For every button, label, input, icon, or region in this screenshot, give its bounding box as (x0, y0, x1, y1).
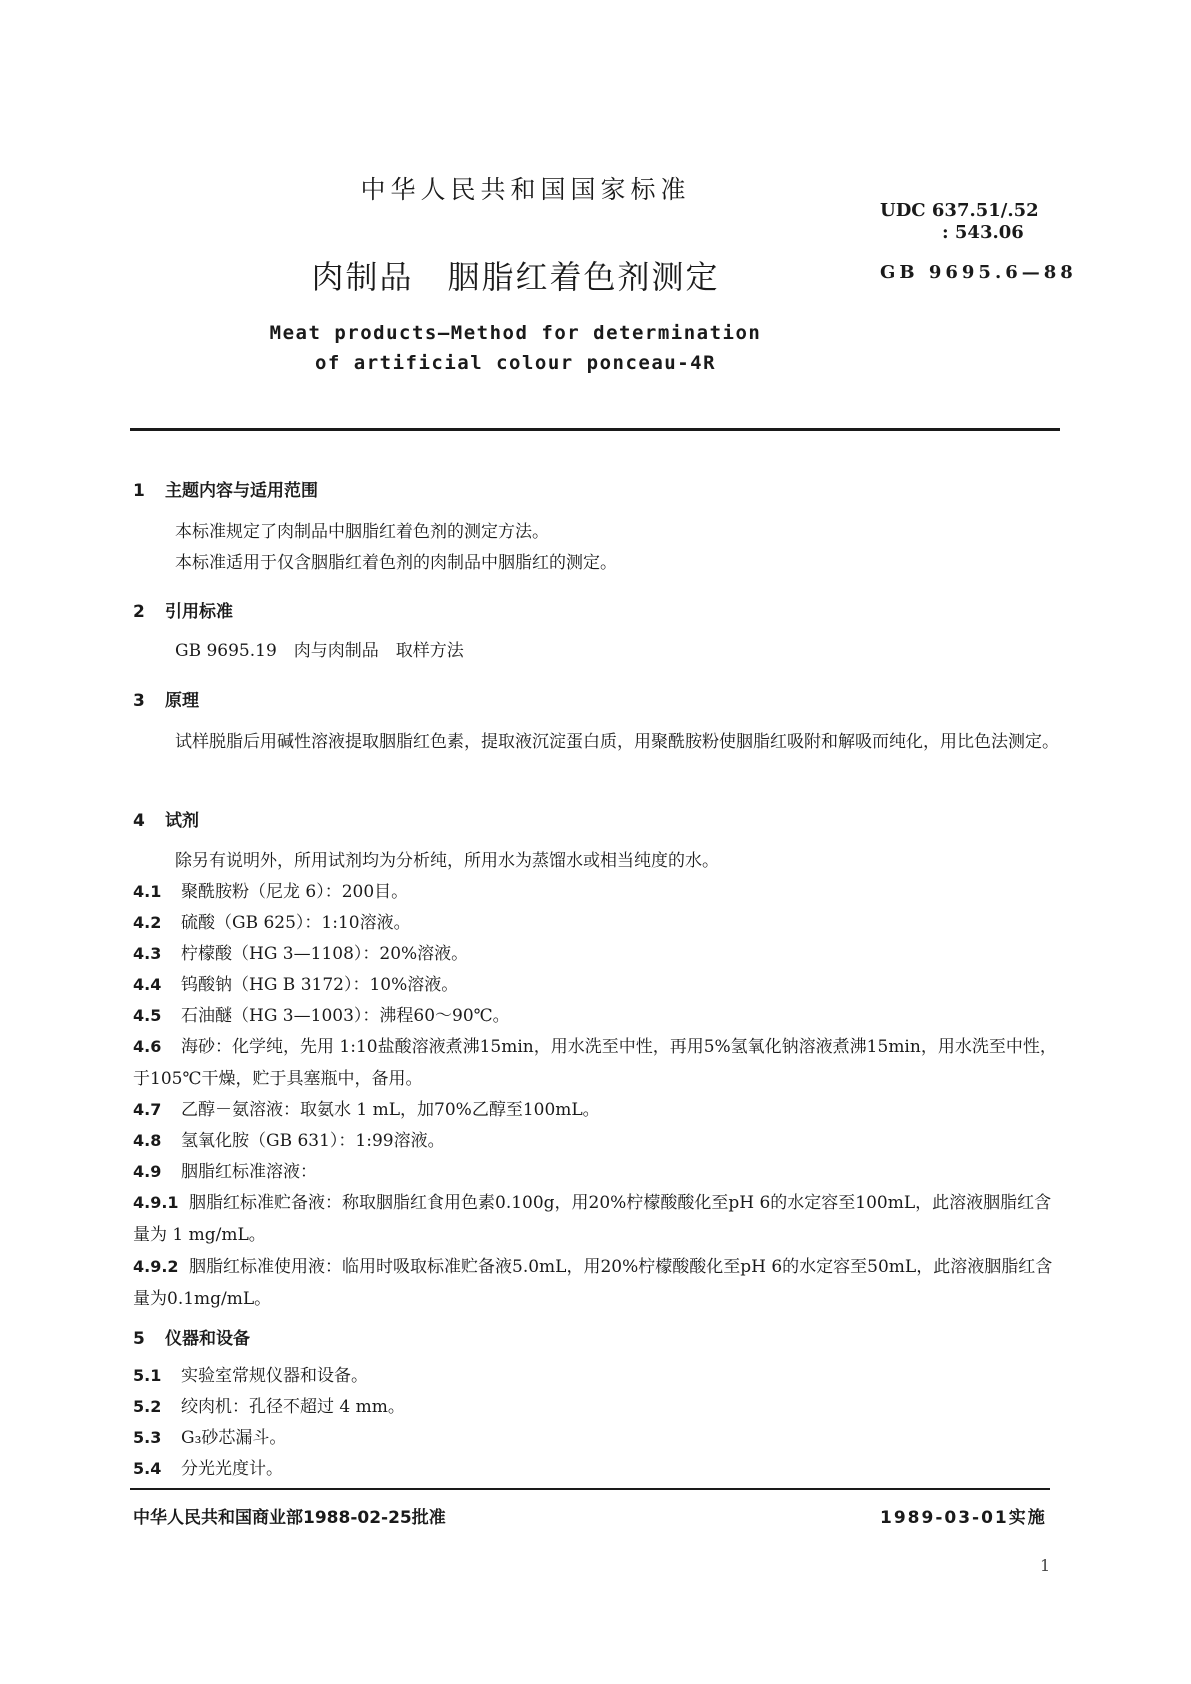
section-title: 主题内容与适用范围 (165, 481, 318, 501)
equipment-5-3 (133, 1428, 286, 1448)
item-text: 石油醚（HG 3—1003）：沸程60～90℃。 (181, 1006, 510, 1026)
reagent-4-1 (133, 882, 408, 902)
section-title: 仪器和设备 (165, 1329, 250, 1349)
approval-line: 中华人民共和国商业部1988-02-25批准 (133, 1508, 446, 1528)
reagent-4-7 (133, 1100, 600, 1120)
section-title: 引用标准 (165, 602, 233, 622)
section-3-heading (133, 686, 199, 711)
implementation-date: 1989-03-01实施 (880, 1508, 1047, 1528)
item-number: 5.1 (133, 1366, 162, 1385)
section-number: 5 (133, 1329, 145, 1349)
item-text: 胭脂红标准贮备液：称取胭脂红食用色素0.100g，用20%柠檬酸酸化至pH 6的水定容至100mL，此溶液胭脂红含量为 1 mg/mL。 (133, 1193, 1052, 1245)
top-divider (130, 428, 1060, 431)
english-title (0, 318, 1191, 378)
udc-line-1: UDC 637.51/.52 (880, 200, 1039, 221)
item-text: 分光光度计。 (181, 1459, 283, 1479)
item-text: 柠檬酸（HG 3—1108）：20%溶液。 (181, 944, 469, 964)
item-number: 4.7 (133, 1100, 162, 1119)
item-text: 乙醇－氨溶液：取氨水 1 mL，加70%乙醇至100mL。 (181, 1100, 600, 1120)
item-number: 4.5 (133, 1006, 162, 1025)
item-text: 胭脂红标准使用液：临用时吸取标准贮备液5.0mL，用20%柠檬酸酸化至pH 6的水定容至50mL，此溶液胭脂红含量为0.1mg/mL。 (133, 1257, 1053, 1309)
equipment-5-2 (133, 1397, 405, 1417)
item-text: 氢氧化胺（GB 631）：1:99溶液。 (181, 1131, 445, 1151)
item-number: 4.6 (133, 1037, 162, 1056)
item-number: 4.8 (133, 1131, 162, 1150)
page-number: 1 (1040, 1556, 1051, 1575)
item-number: 5.2 (133, 1397, 162, 1416)
reagent-4-3 (133, 944, 468, 964)
section-number: 3 (133, 691, 145, 711)
item-number: 5.3 (133, 1428, 162, 1447)
item-text: 海砂：化学纯，先用 1:10盐酸溶液煮沸15min，用水洗至中性，再用5%氢氧化钠溶液煮沸15min，用水洗至中性，于105℃干燥，贮于具塞瓶中，备用。 (133, 1037, 1057, 1089)
item-number: 4.9 (133, 1162, 162, 1181)
item-number: 4.4 (133, 975, 162, 994)
reagent-4-6 (133, 1031, 1068, 1095)
english-title-line-1: Meat products—Method for determination (269, 322, 762, 344)
reagent-4-2 (133, 913, 411, 933)
section-number: 2 (133, 602, 145, 622)
section-1-para-2: 本标准适用于仅含胭脂红着色剂的肉制品中胭脂红的测定。 (175, 553, 617, 573)
item-text: 实验室常规仪器和设备。 (181, 1366, 368, 1386)
item-number: 4.9.2 (133, 1257, 179, 1276)
document-title: 肉制品 胭脂红着色剂测定 (311, 258, 720, 296)
reagent-4-5 (133, 1006, 510, 1026)
item-text: 胭脂红标准溶液： (181, 1162, 317, 1182)
section-2-para-1: GB 9695.19 肉与肉制品 取样方法 (175, 641, 464, 661)
item-number: 5.4 (133, 1459, 162, 1478)
reagent-4-8 (133, 1131, 445, 1151)
english-title-line-2: of artificial colour ponceau-4R (314, 352, 717, 374)
section-5-heading (133, 1324, 250, 1349)
gb-number: GB 9695.6—88 (880, 262, 1077, 283)
item-number: 4.2 (133, 913, 162, 932)
item-number: 4.9.1 (133, 1193, 179, 1212)
section-2-heading (133, 597, 233, 622)
section-number: 4 (133, 811, 145, 831)
item-text: 硫酸（GB 625）：1:10溶液。 (181, 913, 411, 933)
reagent-4-9-1 (133, 1187, 1068, 1251)
reagent-4-9-2 (133, 1251, 1068, 1315)
item-text: 绞肉机：孔径不超过 4 mm。 (181, 1397, 405, 1417)
item-number: 4.3 (133, 944, 162, 963)
udc-line-2: : 543.06 (942, 222, 1024, 243)
equipment-5-4 (133, 1459, 283, 1479)
item-number: 4.1 (133, 882, 162, 901)
item-text: 钨酸钠（HG B 3172）：10%溶液。 (181, 975, 459, 995)
standard-name: 中华人民共和国国家标准 (360, 175, 691, 204)
section-1-heading (133, 476, 318, 501)
section-title: 原理 (165, 691, 199, 711)
reagent-4-9 (133, 1162, 317, 1182)
item-text: 聚酰胺粉（尼龙 6）：200目。 (181, 882, 409, 902)
section-number: 1 (133, 481, 145, 501)
reagent-4-4 (133, 975, 458, 995)
item-text: G₃砂芯漏斗。 (181, 1428, 287, 1448)
equipment-5-1 (133, 1366, 368, 1386)
bottom-divider (130, 1488, 1050, 1490)
section-1-para-1: 本标准规定了肉制品中胭脂红着色剂的测定方法。 (175, 522, 549, 542)
udc-code (880, 200, 1039, 244)
section-title: 试剂 (165, 811, 199, 831)
section-4-heading (133, 806, 199, 831)
section-3-para-1: 试样脱脂后用碱性溶液提取胭脂红色素，提取液沉淀蛋白质，用聚酰胺粉使胭脂红吸附和解吸而纯化，用比色法测定。 (175, 732, 1059, 752)
section-4-intro: 除另有说明外，所用试剂均为分析纯，所用水为蒸馏水或相当纯度的水。 (175, 851, 719, 871)
